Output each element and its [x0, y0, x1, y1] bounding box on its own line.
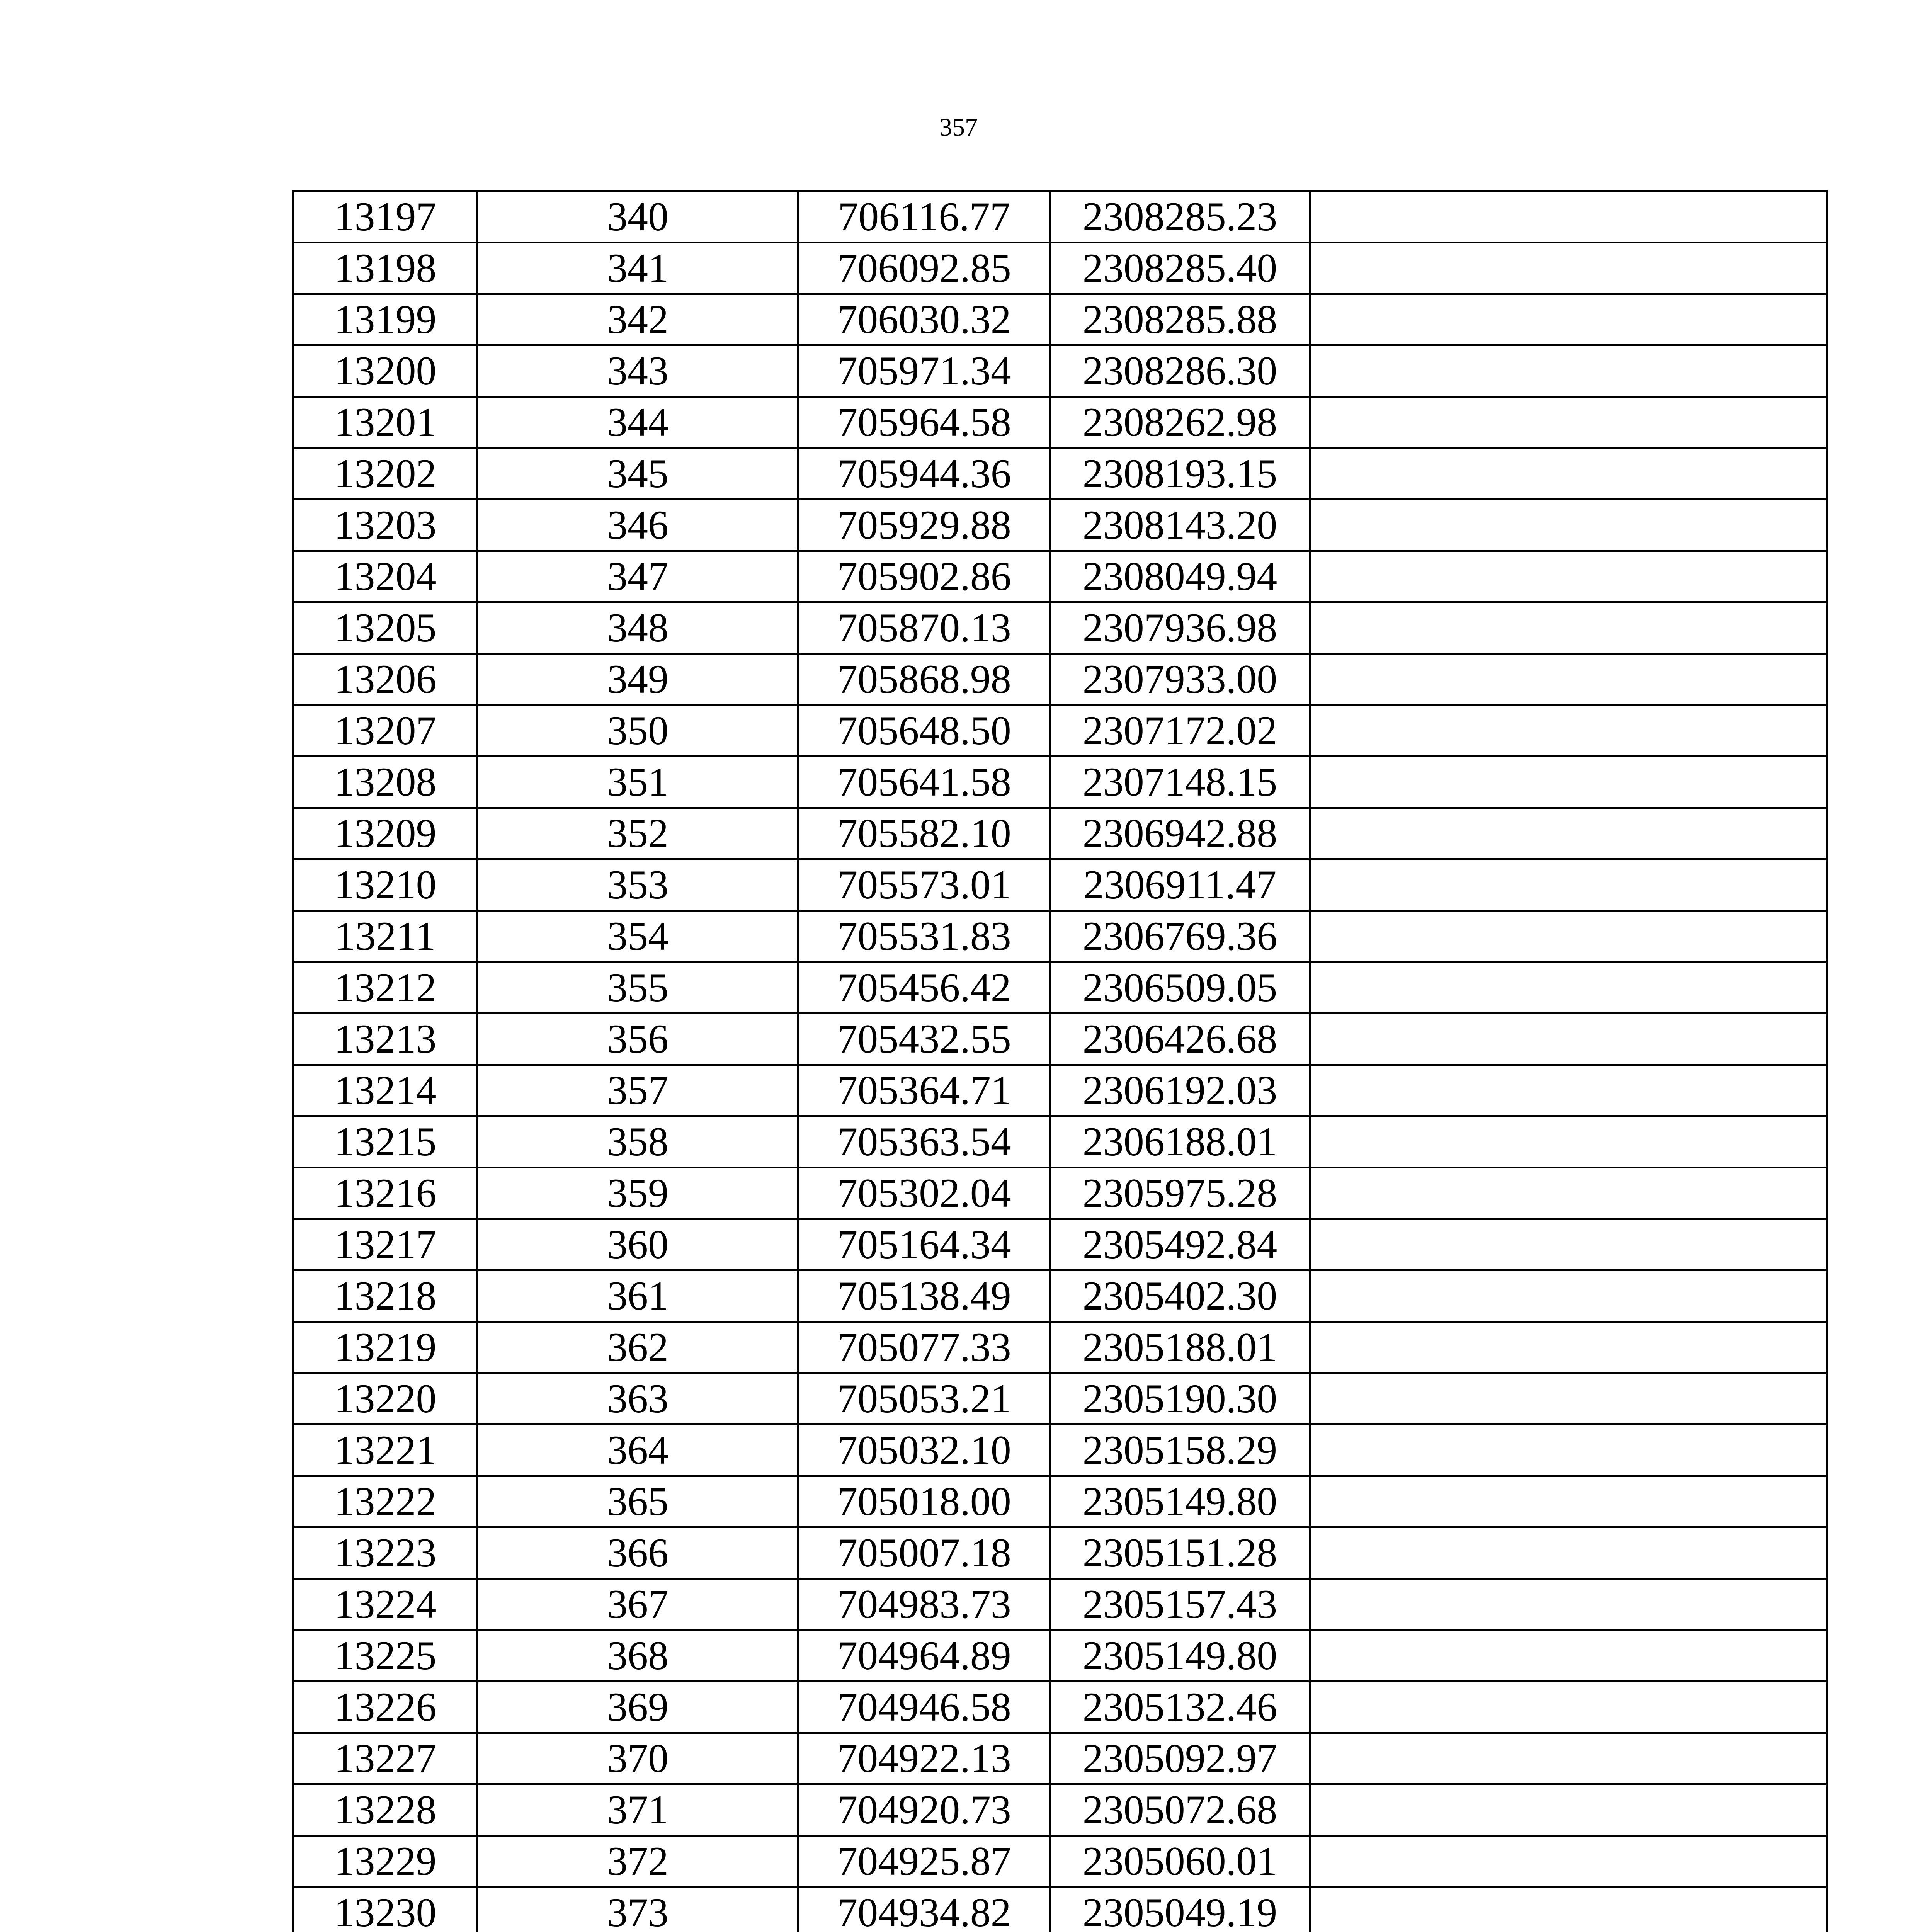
y-coordinate-cell: 2305149.80 — [1050, 1630, 1310, 1682]
empty-cell — [1310, 1065, 1827, 1116]
point-number-cell: 365 — [478, 1476, 798, 1527]
point-number-cell: 366 — [478, 1527, 798, 1579]
x-coordinate-cell: 705018.00 — [798, 1476, 1050, 1527]
table-row — [293, 859, 1827, 911]
row-id-cell: 13200 — [293, 345, 478, 397]
point-number-cell: 364 — [478, 1425, 798, 1476]
table-row — [293, 1733, 1827, 1784]
empty-cell — [1310, 1014, 1827, 1065]
table-row — [293, 345, 1827, 397]
empty-cell — [1310, 1425, 1827, 1476]
empty-cell — [1310, 345, 1827, 397]
empty-cell — [1310, 757, 1827, 808]
table-row — [293, 1476, 1827, 1527]
row-id-cell: 13227 — [293, 1733, 478, 1784]
y-coordinate-cell: 2306426.68 — [1050, 1014, 1310, 1065]
x-coordinate-cell: 705077.33 — [798, 1322, 1050, 1373]
table-row — [293, 1579, 1827, 1630]
x-coordinate-cell: 705573.01 — [798, 859, 1050, 911]
row-id-cell: 13218 — [293, 1270, 478, 1322]
empty-cell — [1310, 294, 1827, 345]
x-coordinate-cell: 704946.58 — [798, 1682, 1050, 1733]
empty-cell — [1310, 1322, 1827, 1373]
empty-cell — [1310, 191, 1827, 243]
y-coordinate-cell: 2305072.68 — [1050, 1784, 1310, 1836]
table-row — [293, 397, 1827, 448]
x-coordinate-cell: 705364.71 — [798, 1065, 1050, 1116]
point-number-cell: 351 — [478, 757, 798, 808]
table-row — [293, 191, 1827, 243]
table-row — [293, 448, 1827, 500]
row-id-cell: 13201 — [293, 397, 478, 448]
row-id-cell: 13202 — [293, 448, 478, 500]
y-coordinate-cell: 2307148.15 — [1050, 757, 1310, 808]
point-number-cell: 367 — [478, 1579, 798, 1630]
x-coordinate-cell: 705456.42 — [798, 962, 1050, 1014]
y-coordinate-cell: 2308285.23 — [1050, 191, 1310, 243]
x-coordinate-cell: 705138.49 — [798, 1270, 1050, 1322]
point-number-cell: 348 — [478, 602, 798, 654]
x-coordinate-cell: 705868.98 — [798, 654, 1050, 705]
y-coordinate-cell: 2308143.20 — [1050, 500, 1310, 551]
empty-cell — [1310, 1168, 1827, 1219]
x-coordinate-cell: 705944.36 — [798, 448, 1050, 500]
point-number-cell: 346 — [478, 500, 798, 551]
x-coordinate-cell: 705363.54 — [798, 1116, 1050, 1168]
row-id-cell: 13208 — [293, 757, 478, 808]
row-id-cell: 13223 — [293, 1527, 478, 1579]
empty-cell — [1310, 602, 1827, 654]
x-coordinate-cell: 705007.18 — [798, 1527, 1050, 1579]
x-coordinate-cell: 705641.58 — [798, 757, 1050, 808]
table-row — [293, 911, 1827, 962]
point-number-cell: 354 — [478, 911, 798, 962]
table-row — [293, 294, 1827, 345]
empty-cell — [1310, 1527, 1827, 1579]
x-coordinate-cell: 704934.82 — [798, 1887, 1050, 1932]
table-row — [293, 1527, 1827, 1579]
y-coordinate-cell: 2305049.19 — [1050, 1887, 1310, 1932]
point-number-cell: 356 — [478, 1014, 798, 1065]
x-coordinate-cell: 705032.10 — [798, 1425, 1050, 1476]
row-id-cell: 13203 — [293, 500, 478, 551]
row-id-cell: 13198 — [293, 243, 478, 294]
coordinates-table — [292, 190, 1828, 1932]
table-row — [293, 654, 1827, 705]
x-coordinate-cell: 705648.50 — [798, 705, 1050, 757]
point-number-cell: 369 — [478, 1682, 798, 1733]
row-id-cell: 13216 — [293, 1168, 478, 1219]
row-id-cell: 13219 — [293, 1322, 478, 1373]
y-coordinate-cell: 2308285.40 — [1050, 243, 1310, 294]
point-number-cell: 359 — [478, 1168, 798, 1219]
table-row — [293, 1373, 1827, 1425]
point-number-cell: 341 — [478, 243, 798, 294]
empty-cell — [1310, 1116, 1827, 1168]
empty-cell — [1310, 962, 1827, 1014]
y-coordinate-cell: 2308285.88 — [1050, 294, 1310, 345]
empty-cell — [1310, 448, 1827, 500]
row-id-cell: 13217 — [293, 1219, 478, 1270]
x-coordinate-cell: 704922.13 — [798, 1733, 1050, 1784]
table-row — [293, 1219, 1827, 1270]
y-coordinate-cell: 2306769.36 — [1050, 911, 1310, 962]
row-id-cell: 13210 — [293, 859, 478, 911]
empty-cell — [1310, 1887, 1827, 1932]
table-row — [293, 962, 1827, 1014]
row-id-cell: 13204 — [293, 551, 478, 602]
y-coordinate-cell: 2306192.03 — [1050, 1065, 1310, 1116]
y-coordinate-cell: 2305492.84 — [1050, 1219, 1310, 1270]
point-number-cell: 347 — [478, 551, 798, 602]
y-coordinate-cell: 2308049.94 — [1050, 551, 1310, 602]
x-coordinate-cell: 704983.73 — [798, 1579, 1050, 1630]
point-number-cell: 372 — [478, 1836, 798, 1887]
empty-cell — [1310, 1630, 1827, 1682]
y-coordinate-cell: 2306942.88 — [1050, 808, 1310, 859]
row-id-cell: 13224 — [293, 1579, 478, 1630]
empty-cell — [1310, 1270, 1827, 1322]
empty-cell — [1310, 808, 1827, 859]
y-coordinate-cell: 2305190.30 — [1050, 1373, 1310, 1425]
row-id-cell: 13197 — [293, 191, 478, 243]
point-number-cell: 368 — [478, 1630, 798, 1682]
table-row — [293, 1065, 1827, 1116]
point-number-cell: 357 — [478, 1065, 798, 1116]
x-coordinate-cell: 704920.73 — [798, 1784, 1050, 1836]
x-coordinate-cell: 705971.34 — [798, 345, 1050, 397]
table-row — [293, 705, 1827, 757]
row-id-cell: 13221 — [293, 1425, 478, 1476]
y-coordinate-cell: 2308193.15 — [1050, 448, 1310, 500]
point-number-cell: 345 — [478, 448, 798, 500]
empty-cell — [1310, 500, 1827, 551]
y-coordinate-cell: 2307936.98 — [1050, 602, 1310, 654]
row-id-cell: 13228 — [293, 1784, 478, 1836]
point-number-cell: 344 — [478, 397, 798, 448]
x-coordinate-cell: 705582.10 — [798, 808, 1050, 859]
empty-cell — [1310, 1682, 1827, 1733]
x-coordinate-cell: 704925.87 — [798, 1836, 1050, 1887]
x-coordinate-cell: 705531.83 — [798, 911, 1050, 962]
empty-cell — [1310, 911, 1827, 962]
y-coordinate-cell: 2307172.02 — [1050, 705, 1310, 757]
y-coordinate-cell: 2306509.05 — [1050, 962, 1310, 1014]
x-coordinate-cell: 706030.32 — [798, 294, 1050, 345]
point-number-cell: 360 — [478, 1219, 798, 1270]
table-row — [293, 1425, 1827, 1476]
empty-cell — [1310, 1733, 1827, 1784]
table-row — [293, 1630, 1827, 1682]
y-coordinate-cell: 2305188.01 — [1050, 1322, 1310, 1373]
y-coordinate-cell: 2305151.28 — [1050, 1527, 1310, 1579]
empty-cell — [1310, 654, 1827, 705]
point-number-cell: 343 — [478, 345, 798, 397]
x-coordinate-cell: 705053.21 — [798, 1373, 1050, 1425]
empty-cell — [1310, 1373, 1827, 1425]
row-id-cell: 13222 — [293, 1476, 478, 1527]
point-number-cell: 352 — [478, 808, 798, 859]
row-id-cell: 13230 — [293, 1887, 478, 1932]
row-id-cell: 13214 — [293, 1065, 478, 1116]
row-id-cell: 13207 — [293, 705, 478, 757]
y-coordinate-cell: 2305060.01 — [1050, 1836, 1310, 1887]
x-coordinate-cell: 705164.34 — [798, 1219, 1050, 1270]
y-coordinate-cell: 2305132.46 — [1050, 1682, 1310, 1733]
row-id-cell: 13199 — [293, 294, 478, 345]
row-id-cell: 13215 — [293, 1116, 478, 1168]
y-coordinate-cell: 2305149.80 — [1050, 1476, 1310, 1527]
point-number-cell: 355 — [478, 962, 798, 1014]
empty-cell — [1310, 705, 1827, 757]
x-coordinate-cell: 704964.89 — [798, 1630, 1050, 1682]
y-coordinate-cell: 2305402.30 — [1050, 1270, 1310, 1322]
point-number-cell: 370 — [478, 1733, 798, 1784]
y-coordinate-cell: 2308286.30 — [1050, 345, 1310, 397]
point-number-cell: 353 — [478, 859, 798, 911]
y-coordinate-cell: 2305092.97 — [1050, 1733, 1310, 1784]
y-coordinate-cell: 2305975.28 — [1050, 1168, 1310, 1219]
empty-cell — [1310, 1579, 1827, 1630]
coordinates-table-body — [293, 191, 1827, 1932]
point-number-cell: 373 — [478, 1887, 798, 1932]
point-number-cell: 340 — [478, 191, 798, 243]
y-coordinate-cell: 2305158.29 — [1050, 1425, 1310, 1476]
row-id-cell: 13226 — [293, 1682, 478, 1733]
point-number-cell: 363 — [478, 1373, 798, 1425]
table-row — [293, 1168, 1827, 1219]
empty-cell — [1310, 397, 1827, 448]
point-number-cell: 371 — [478, 1784, 798, 1836]
y-coordinate-cell: 2308262.98 — [1050, 397, 1310, 448]
x-coordinate-cell: 705929.88 — [798, 500, 1050, 551]
table-row — [293, 1116, 1827, 1168]
row-id-cell: 13211 — [293, 911, 478, 962]
row-id-cell: 13213 — [293, 1014, 478, 1065]
table-row — [293, 1270, 1827, 1322]
x-coordinate-cell: 705902.86 — [798, 551, 1050, 602]
empty-cell — [1310, 1219, 1827, 1270]
y-coordinate-cell: 2306911.47 — [1050, 859, 1310, 911]
row-id-cell: 13225 — [293, 1630, 478, 1682]
table-row — [293, 757, 1827, 808]
page-number: 357 — [939, 113, 978, 141]
empty-cell — [1310, 243, 1827, 294]
table-row — [293, 602, 1827, 654]
y-coordinate-cell: 2305157.43 — [1050, 1579, 1310, 1630]
table-row — [293, 500, 1827, 551]
table-row — [293, 808, 1827, 859]
table-row — [293, 243, 1827, 294]
row-id-cell: 13220 — [293, 1373, 478, 1425]
table-row — [293, 551, 1827, 602]
table-row — [293, 1836, 1827, 1887]
y-coordinate-cell: 2306188.01 — [1050, 1116, 1310, 1168]
x-coordinate-cell: 705964.58 — [798, 397, 1050, 448]
x-coordinate-cell: 706092.85 — [798, 243, 1050, 294]
row-id-cell: 13212 — [293, 962, 478, 1014]
x-coordinate-cell: 705302.04 — [798, 1168, 1050, 1219]
row-id-cell: 13229 — [293, 1836, 478, 1887]
empty-cell — [1310, 551, 1827, 602]
empty-cell — [1310, 859, 1827, 911]
row-id-cell: 13205 — [293, 602, 478, 654]
table-row — [293, 1014, 1827, 1065]
y-coordinate-cell: 2307933.00 — [1050, 654, 1310, 705]
table-row — [293, 1784, 1827, 1836]
point-number-cell: 349 — [478, 654, 798, 705]
empty-cell — [1310, 1476, 1827, 1527]
point-number-cell: 342 — [478, 294, 798, 345]
empty-cell — [1310, 1784, 1827, 1836]
x-coordinate-cell: 705870.13 — [798, 602, 1050, 654]
table-row — [293, 1887, 1827, 1932]
point-number-cell: 361 — [478, 1270, 798, 1322]
empty-cell — [1310, 1836, 1827, 1887]
x-coordinate-cell: 705432.55 — [798, 1014, 1050, 1065]
row-id-cell: 13209 — [293, 808, 478, 859]
point-number-cell: 350 — [478, 705, 798, 757]
x-coordinate-cell: 706116.77 — [798, 191, 1050, 243]
point-number-cell: 362 — [478, 1322, 798, 1373]
table-row — [293, 1682, 1827, 1733]
point-number-cell: 358 — [478, 1116, 798, 1168]
table-row — [293, 1322, 1827, 1373]
row-id-cell: 13206 — [293, 654, 478, 705]
